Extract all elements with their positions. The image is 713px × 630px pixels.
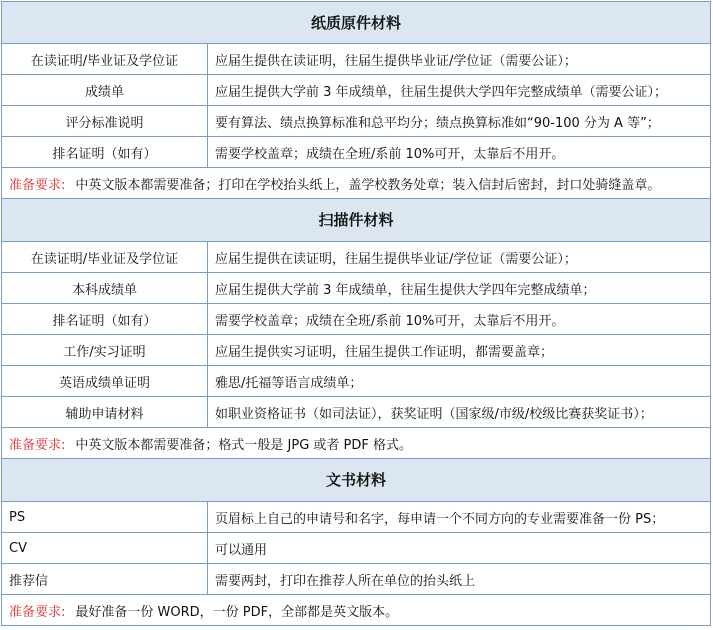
section-header-paper-originals: 纸质原件材料 <box>1 1 711 44</box>
table-row <box>1 75 711 106</box>
materials-table <box>1 1 711 626</box>
item-label: 在读证明/毕业证及学位证 <box>2 242 208 272</box>
item-label: 排名证明（如有） <box>2 137 208 167</box>
preparation-note <box>1 595 711 626</box>
table-row <box>1 106 711 137</box>
item-label: 排名证明（如有） <box>2 304 208 334</box>
table-row <box>1 533 711 564</box>
item-description: 应届生提供在读证明，往届生提供毕业证/学位证（需要公证）； <box>215 251 577 267</box>
table-row <box>1 304 711 335</box>
table-row <box>1 335 711 366</box>
note-text: 中英文版本都需要准备；打印在学校抬头纸上，盖学校教务处章；装入信封后密封，封口处骑缝盖章。 <box>75 177 661 193</box>
item-description: 应届生提供在读证明，往届生提供毕业证/学位证（需要公证）； <box>215 53 577 69</box>
section-header-written-documents: 文书材料 <box>1 459 711 502</box>
item-label: 成绩单 <box>2 75 208 105</box>
table-row <box>1 366 711 397</box>
note-text: 最好准备一份 WORD，一份 PDF，全部都是英文版本。 <box>75 604 399 620</box>
item-description: 应届生提供实习证明，往届生提供工作证明，都需要盖章； <box>215 344 554 360</box>
item-label: 英语成绩单证明 <box>2 366 208 396</box>
item-label: 推荐信 <box>2 564 208 594</box>
item-description: 需要两封，打印在推荐人所在单位的抬头纸上 <box>215 573 476 589</box>
table-row <box>1 564 711 595</box>
preparation-note <box>1 168 711 199</box>
preparation-note <box>1 428 711 459</box>
item-label: 评分标准说明 <box>2 106 208 136</box>
item-label: 在读证明/毕业证及学位证 <box>2 44 208 74</box>
table-row <box>1 397 711 428</box>
note-label: 准备要求: <box>9 177 66 193</box>
item-label: CV <box>2 533 208 563</box>
table-row <box>1 273 711 304</box>
section-header-scanned-copies: 扫描件材料 <box>1 199 711 242</box>
item-description: 应届生提供大学前 3 年成绩单，往届生提供大学四年完整成绩单（需要公证）； <box>215 84 668 100</box>
item-description: 可以通用 <box>215 542 268 558</box>
note-label: 准备要求: <box>9 437 66 453</box>
table-row <box>1 44 711 75</box>
item-description: 如职业资格证书（如司法证），获奖证明（国家级/市级/校级比赛获奖证书）； <box>215 406 653 422</box>
item-description: 应届生提供大学前 3 年成绩单，往届生提供大学四年完整成绩单； <box>215 282 596 298</box>
item-label: 本科成绩单 <box>2 273 208 303</box>
note-text: 中英文版本都需要准备；格式一般是 JPG 或者 PDF 格式。 <box>75 437 412 453</box>
table-row <box>1 502 711 533</box>
item-description: 要有算法、绩点换算标准和总平均分；绩点换算标准如“90-100 分为 A 等”； <box>215 115 660 131</box>
item-label: 工作/实习证明 <box>2 335 208 365</box>
item-description: 需要学校盖章；成绩在全班/系前 10%可开，太靠后不用开。 <box>215 313 565 329</box>
note-label: 准备要求: <box>9 604 66 620</box>
table-row <box>1 242 711 273</box>
item-label: 辅助申请材料 <box>2 397 208 427</box>
item-label: PS <box>2 502 208 532</box>
table-row <box>1 137 711 168</box>
item-description: 需要学校盖章；成绩在全班/系前 10%可开，太靠后不用开。 <box>215 146 565 162</box>
item-description: 页眉标上自己的申请号和名字，每申请一个不同方向的专业需要准备一份 PS； <box>215 511 665 527</box>
item-description: 雅思/托福等语言成绩单； <box>215 375 363 391</box>
